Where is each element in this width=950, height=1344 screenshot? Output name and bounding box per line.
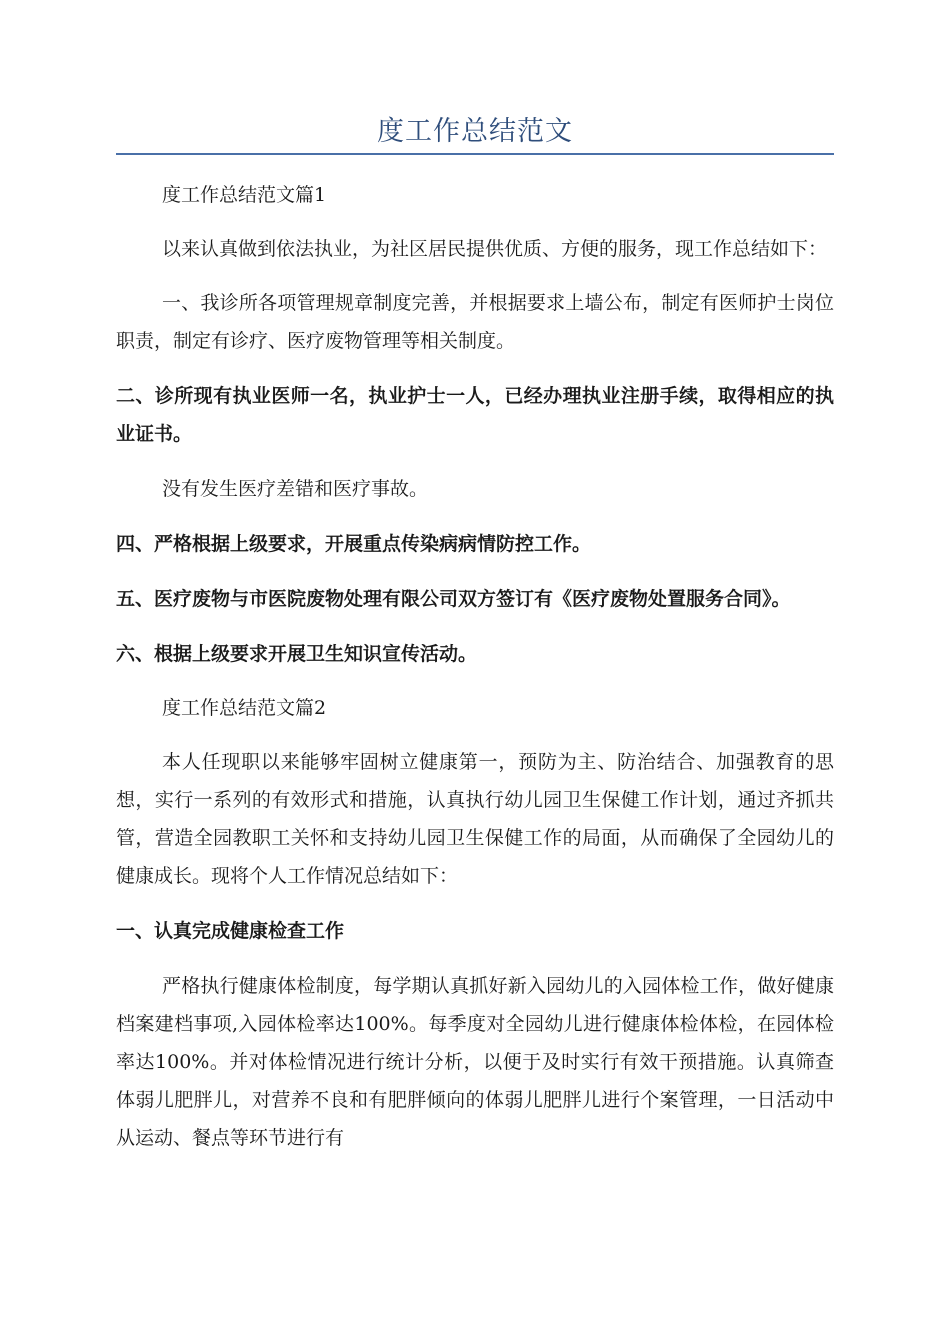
paragraph: 度工作总结范文篇2 xyxy=(162,697,327,719)
bold-paragraph: 六、根据上级要求开展卫生知识宣传活动。 xyxy=(116,643,478,665)
paragraph: 一、我诊所各项管理规章制度完善，并根据要求上墙公布，制定有医师护士岗位职责，制定有诊疗、医疗废物管理等相关制度。 xyxy=(116,292,834,352)
bold-paragraph: 二、诊所现有执业医师一名，执业护士一人，已经办理执业注册手续，取得相应的执业证书。 xyxy=(116,385,834,445)
document-body xyxy=(116,176,834,1157)
document-title: 度工作总结范文 xyxy=(377,116,573,147)
title-underline xyxy=(116,153,834,155)
paragraph: 没有发生医疗差错和医疗事故。 xyxy=(162,478,429,500)
paragraph: 本人任现职以来能够牢固树立健康第一，预防为主、防治结合、加强教育的思想，实行一系列的有效形式和措施，认真执行幼儿园卫生保健工作计划，通过齐抓共管，营造全园教职工关怀和支持幼儿园卫生保健工作的局面，从而确保了全园幼儿的健康成长。现将个人工作情况总结如下： xyxy=(116,751,834,887)
bold-paragraph: 四、严格根据上级要求，开展重点传染病病情防控工作。 xyxy=(116,533,592,555)
paragraph: 度工作总结范文篇1 xyxy=(162,184,327,206)
bold-paragraph: 一、认真完成健康检查工作 xyxy=(116,920,345,942)
bold-paragraph: 五、医疗废物与市医院废物处理有限公司双方签订有《医疗废物处置服务合同》。 xyxy=(116,588,791,610)
paragraph: 严格执行健康体检制度，每学期认真抓好新入园幼儿的入园体检工作，做好健康档案建档事项,入园体检率达100%。每季度对全园幼儿进行健康体检体检，在园体检率达100%。并对体检情况进行统计分析，以便于及时实行有效干预措施。认真筛查体弱儿肥胖儿，对营养不良和有肥胖倾向的体弱儿肥胖儿进行个案管理，一日活动中从运动、餐点等环节进行有 xyxy=(116,975,834,1149)
paragraph: 以来认真做到依法执业，为社区居民提供优质、方便的服务，现工作总结如下： xyxy=(162,238,828,260)
